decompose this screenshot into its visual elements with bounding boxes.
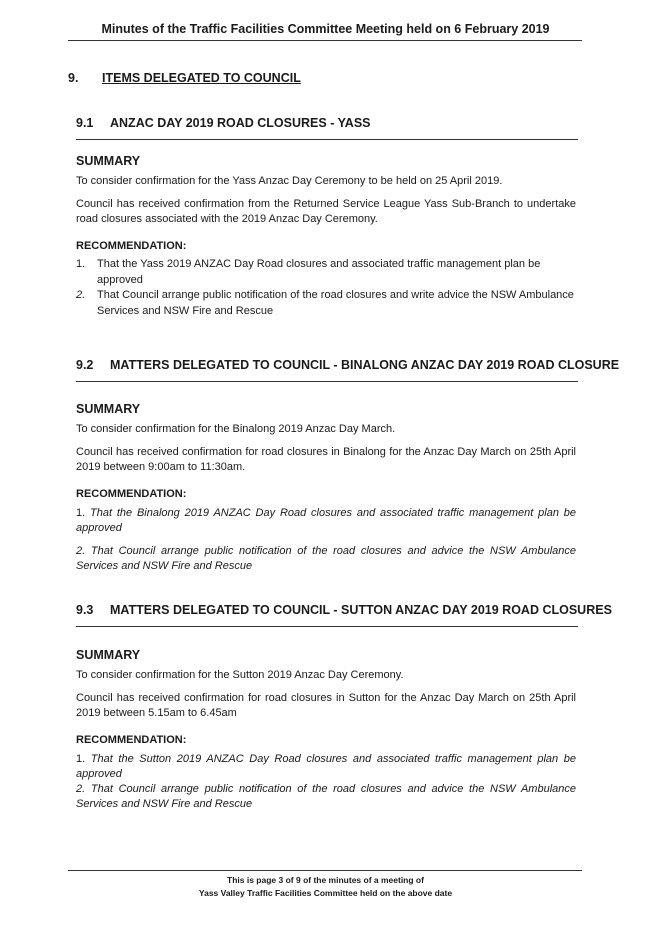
- recommendation-list: [76, 506, 576, 574]
- item-title: ANZAC DAY 2019 ROAD CLOSURES - YASS: [110, 116, 371, 130]
- recommendation-text: That Council arrange public notification of the road closures and advice the NSW Ambulance Services and NSW Fire and Rescue: [76, 783, 576, 810]
- recommendation-text: That Council arrange public notification of the road closures and advice the NSW Ambulance Services and NSW Fire and Rescue: [76, 545, 576, 572]
- section-number: 9.: [68, 71, 79, 85]
- item-divider: [76, 626, 578, 627]
- item-heading: [76, 603, 612, 617]
- item-heading: [76, 116, 576, 130]
- item-9-2: [76, 358, 620, 574]
- item-number: 9.3: [76, 603, 94, 617]
- summary-paragraph: Council has received confirmation from the Returned Service League Yass Sub-Branch to undertake road closures associated with the 2019 Anzac Day Ceremony.: [76, 198, 576, 225]
- summary-paragraph: To consider confirmation for the Yass Anzac Day Ceremony to be held on 25 April 2019.: [76, 175, 503, 187]
- summary-heading: SUMMARY: [76, 648, 141, 662]
- page-header-title: Minutes of the Traffic Facilities Committee Meeting held on 6 February 2019: [101, 22, 550, 36]
- recommendation-number: 1.: [76, 507, 86, 519]
- summary-heading: SUMMARY: [76, 154, 141, 168]
- section-title: ITEMS DELEGATED TO COUNCIL: [102, 71, 301, 85]
- item-title: MATTERS DELEGATED TO COUNCIL - BINALONG ANZAC DAY 2019 ROAD CLOSURE: [110, 358, 620, 372]
- item-heading: [76, 358, 620, 372]
- footer-divider: [68, 870, 582, 871]
- summary-heading: SUMMARY: [76, 402, 141, 416]
- recommendation-item: [76, 752, 576, 782]
- item-9-3: [76, 603, 612, 812]
- summary-paragraph: Council has received confirmation for road closures in Binalong for the Anzac Day March on 25th April 2019 between 9:00am to 11:30am.: [76, 446, 576, 473]
- item-divider: [76, 139, 578, 140]
- recommendation-text: That the Sutton 2019 ANZAC Day Road closures and associated traffic management plan be approved: [76, 753, 576, 780]
- recommendation-text: That the Binalong 2019 ANZAC Day Road closures and associated traffic management plan be approved: [76, 507, 576, 534]
- section-heading: [68, 71, 301, 85]
- recommendation-number: 2.: [76, 289, 86, 301]
- recommendation-number: 2.: [76, 783, 86, 795]
- item-divider: [76, 381, 578, 382]
- recommendation-number: 1.: [76, 753, 86, 765]
- footer-line: Yass Valley Traffic Facilities Committee held on the above date: [198, 888, 453, 898]
- recommendation-heading: RECOMMENDATION:: [76, 240, 187, 252]
- recommendation-list: [76, 257, 576, 319]
- page-footer: [0, 874, 651, 900]
- summary-paragraph: To consider confirmation for the Binalong 2019 Anzac Day March.: [76, 423, 396, 435]
- recommendation-heading: RECOMMENDATION:: [76, 488, 187, 500]
- header-divider: [68, 40, 582, 41]
- recommendation-heading: RECOMMENDATION:: [76, 734, 187, 746]
- recommendation-list: [76, 752, 576, 812]
- recommendation-number: 2.: [76, 545, 86, 557]
- footer-line: This is page 3 of 9 of the minutes of a meeting of: [227, 875, 424, 885]
- item-9-1: [76, 116, 576, 319]
- recommendation-text: That the Yass 2019 ANZAC Day Road closures and associated traffic management plan be approved: [97, 258, 541, 286]
- summary-paragraph: To consider confirmation for the Sutton 2019 Anzac Day Ceremony.: [76, 669, 404, 681]
- item-number: 9.2: [76, 358, 94, 372]
- recommendation-number: 1.: [76, 258, 86, 270]
- recommendation-text: That Council arrange public notification of the road closures and write advice the NSW Ambulance Services and NSW Fire and Rescue: [97, 289, 574, 317]
- item-title: MATTERS DELEGATED TO COUNCIL - SUTTON ANZAC DAY 2019 ROAD CLOSURES: [110, 603, 612, 617]
- recommendation-item: [76, 506, 576, 536]
- recommendation-item: [76, 257, 576, 288]
- summary-paragraph: Council has received confirmation for road closures in Sutton for the Anzac Day March on 25th April 2019 between 5.15am to 6.45am: [76, 692, 576, 719]
- item-number: 9.1: [76, 116, 94, 130]
- recommendation-item: [76, 288, 576, 319]
- recommendation-item: [76, 782, 576, 812]
- recommendation-item: [76, 544, 576, 574]
